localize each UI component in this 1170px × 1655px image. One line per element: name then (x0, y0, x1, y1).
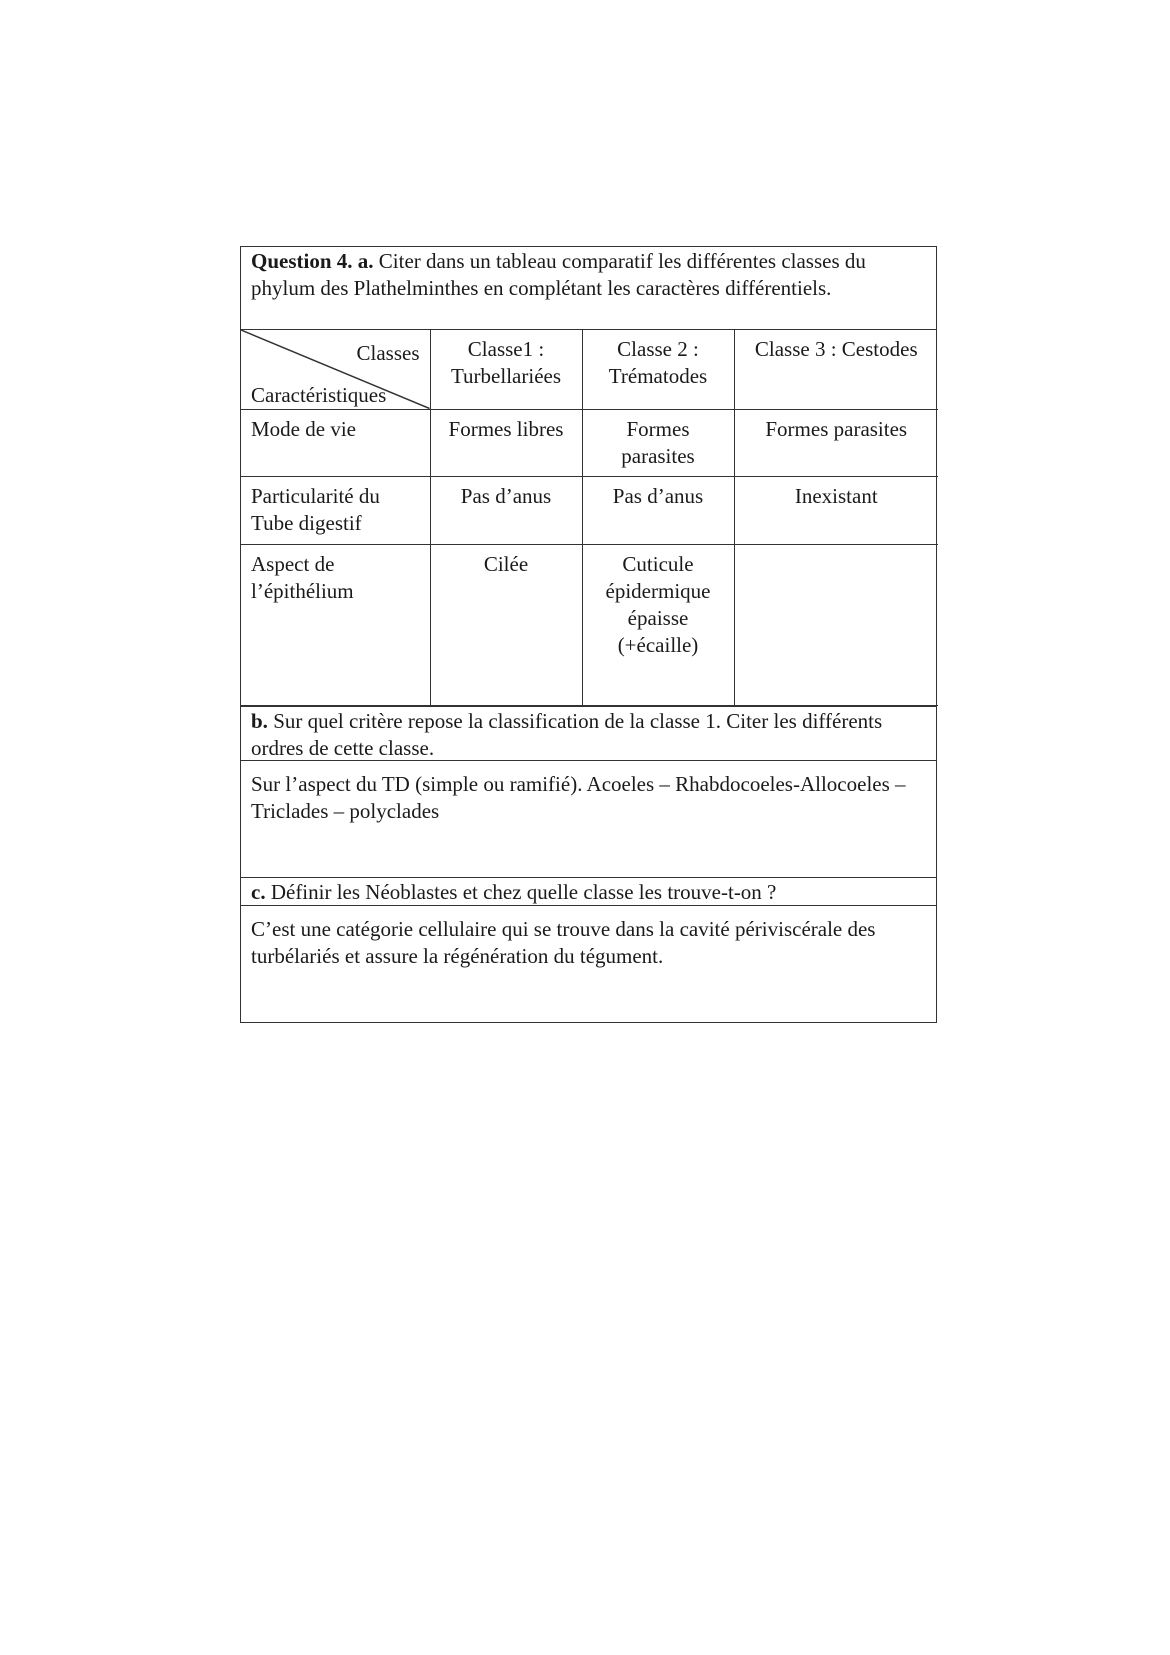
table-cell: Pas d’anus (430, 476, 582, 544)
table-cell: Cilée (430, 544, 582, 705)
question-4c-label: c. (251, 879, 266, 904)
question-4a (241, 247, 936, 330)
row-label-tube-digestif: Particularité du Tube digestif (241, 476, 430, 544)
column-header-classe-1: Classe1 : Turbellariées (430, 330, 582, 409)
question-4a-text: Citer dans un tableau comparatif les différentes classes du phylum des Plathelminthes en complétant les caractères différentiels. (251, 249, 866, 300)
row-label-epithelium: Aspect de l’épithélium (241, 544, 430, 705)
table-row (241, 544, 938, 705)
header-classes: Classes (356, 341, 420, 365)
table-row (241, 476, 938, 544)
table-cell: Formes parasites (582, 409, 734, 476)
question-4b-text: Sur quel critère repose la classification de la classe 1. Citer les différents ordres de cette classe. (251, 708, 883, 760)
header-caracteristiques: Caractéristiques (251, 382, 387, 407)
table-cell: Formes libres (430, 409, 582, 476)
question-4b-label: b. (251, 708, 268, 733)
row-label-mode-de-vie: Mode de vie (241, 409, 430, 476)
table-row (241, 409, 938, 476)
question-4c (241, 878, 936, 906)
question-4b (241, 706, 936, 761)
table-cell: Pas d’anus (582, 476, 734, 544)
answer-4b (241, 761, 936, 878)
question-4a-label: Question 4. a. (251, 249, 374, 273)
answer-4b-text: Sur l’aspect du TD (simple ou ramifié). Acoeles – Rhabdocoeles-Allocoeles – Triclades – polyclades (251, 771, 906, 823)
table-cell: Formes parasites (734, 409, 938, 476)
table-cell: Inexistant (734, 476, 938, 544)
column-header-classe-3: Classe 3 : Cestodes (734, 330, 938, 409)
question-4c-text: Définir les Néoblastes et chez quelle classe les trouve-t-on ? (265, 879, 777, 904)
answer-4c (241, 906, 936, 1022)
table-cell (734, 544, 938, 705)
table-cell: Cuticule épidermique épaisse (+écaille) (582, 544, 734, 705)
question-sheet (240, 246, 937, 1023)
table-header-row (241, 330, 938, 409)
column-header-classe-2: Classe 2 : Trématodes (582, 330, 734, 409)
answer-4c-text: C’est une catégorie cellulaire qui se trouve dans la cavité périviscérale des turbélariés et assure la régénération du tégument. (251, 916, 876, 968)
diagonal-header-cell (241, 330, 430, 409)
comparison-table (241, 330, 938, 706)
